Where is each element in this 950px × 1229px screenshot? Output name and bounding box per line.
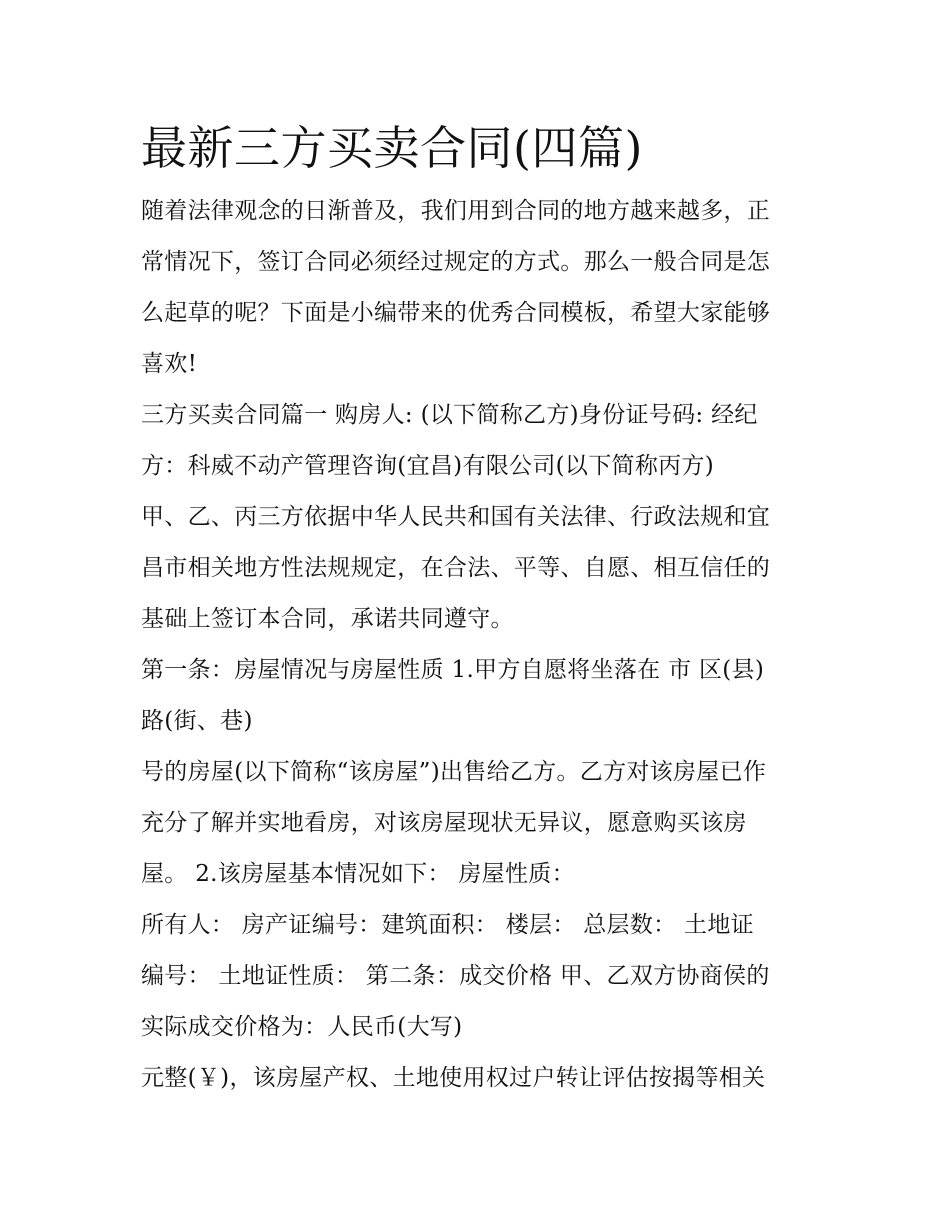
paragraph-property-sale [141,747,816,900]
text-line: 方：科威不动产管理咨询(宜昌)有限公司(以下简称丙方) [141,453,714,479]
text-line: 甲、乙、丙三方依据中华人民共和国有关法律、行政法规和宜 [141,504,771,530]
text-line: 么起草的呢？下面是小编带来的优秀合同模板，希望大家能够 [141,300,771,326]
text-line: 路(街、巷) [141,708,253,734]
text-line: 喜欢! [141,351,198,377]
text-line: 基础上签订本合同，承诺共同遵守。 [141,606,514,632]
text-line: 昌市相关地方性法规规定，在合法、平等、自愿、相互信任的 [141,555,771,581]
text-line: 屋。 2.该房屋基本情况如下： 房屋性质： [141,861,575,887]
paragraph-article-1 [141,645,816,747]
paragraph-basis [141,492,816,645]
document-title: 最新三方买卖合同(四篇) [141,121,643,175]
text-line: 编号： 土地证性质： 第二条：成交价格 甲、乙双方协商侯的 [141,963,770,989]
paragraph-price [141,1053,816,1104]
paragraph-parties [141,390,816,492]
text-line: 三方买卖合同篇一 购房人: (以下简称乙方)身份证号码: 经纪 [141,402,758,428]
text-line: 随着法律观念的日渐普及，我们用到合同的地方越来越多，正 [141,198,771,224]
text-line: 第一条：房屋情况与房屋性质 1.甲方自愿将坐落在 市 区(县) [141,657,765,683]
text-line: 所有人： 房产证编号：建筑面积： 楼层： 总层数： 土地证 [141,912,754,938]
text-line: 常情况下，签订合同必须经过规定的方式。那么一般合同是怎 [141,249,771,275]
paragraph-property-details [141,900,816,1053]
text-line: 元整(￥)，该房屋产权、土地使用权过户转让评估按揭等相关 [141,1065,766,1091]
text-line: 实际成交价格为：人民币(大写) [141,1014,463,1040]
text-line: 充分了解并实地看房，对该房屋现状无异议，愿意购买该房 [141,810,747,836]
text-line: 号的房屋(以下简称“该房屋”)出售给乙方。乙方对该房屋已作 [141,759,767,785]
paragraph-intro [141,186,816,390]
document-body [141,118,816,1104]
